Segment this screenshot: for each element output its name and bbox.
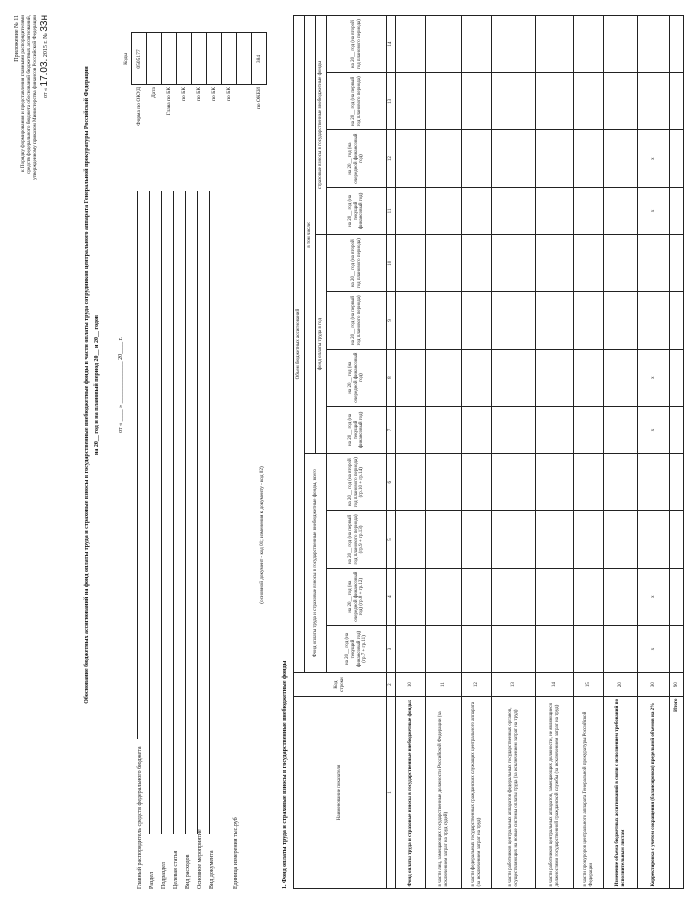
value-cell[interactable] bbox=[396, 568, 426, 625]
row-name: Фонд оплаты труда и страховые взносы в государственные внебюджетные фонды: bbox=[396, 696, 426, 888]
value-cell[interactable] bbox=[638, 292, 670, 349]
row-name: в части работников центральных аппаратов, замещающих должности, не являющиеся должностями государственной гражданской службы (за исключением затрат на труд) bbox=[536, 696, 574, 888]
col-number: 9 bbox=[387, 292, 396, 349]
header-field bbox=[176, 189, 191, 889]
codes-row-value bbox=[222, 33, 237, 85]
value-cell[interactable] bbox=[396, 235, 426, 292]
appendix-header bbox=[14, 15, 50, 265]
codes-row bbox=[192, 33, 207, 187]
row-code: 14 bbox=[536, 673, 574, 697]
value-cell[interactable] bbox=[574, 73, 604, 130]
value-cell[interactable] bbox=[574, 235, 604, 292]
value-cell[interactable] bbox=[462, 349, 492, 406]
order-date-prefix: от « bbox=[43, 87, 50, 99]
value-cell[interactable] bbox=[574, 349, 604, 406]
value-cell[interactable] bbox=[536, 187, 574, 234]
value-cell[interactable] bbox=[396, 16, 426, 73]
value-cell[interactable]: x bbox=[638, 187, 670, 234]
appendix-line: средств федерального бюджета обоснований бюджетных ассигнований, bbox=[26, 15, 33, 174]
header-field bbox=[212, 189, 223, 889]
codes-row bbox=[252, 33, 267, 187]
codes-row-label: Дата bbox=[150, 87, 157, 98]
row-code: 10 bbox=[396, 673, 426, 697]
col-header: на 20__ год (на очередной финансовый год) (гр.8 + гр.12) bbox=[327, 568, 387, 625]
value-cell[interactable] bbox=[604, 568, 638, 625]
value-cell[interactable] bbox=[492, 235, 536, 292]
row-code: 30 bbox=[638, 673, 670, 697]
value-cell[interactable] bbox=[638, 235, 670, 292]
row-name: Итого bbox=[670, 696, 684, 888]
codes-row-value bbox=[192, 33, 207, 85]
codes-row-value bbox=[162, 33, 177, 85]
value-cell[interactable] bbox=[574, 130, 604, 187]
doc-type-note: (основной документ - код 01; изменения к документу - код 02) bbox=[259, 466, 265, 604]
col-header: на 20__ год (на первый год планового периода) bbox=[327, 73, 387, 130]
table-row bbox=[638, 16, 670, 889]
header-fot-total: Фонд оплаты труда и страховые взносы в государственные внебюджетные фонды, всего bbox=[305, 454, 327, 673]
col-number: 8 bbox=[387, 349, 396, 406]
header-volume: Объем бюджетных ассигнований bbox=[294, 16, 305, 673]
header-field bbox=[188, 189, 203, 889]
codes-row bbox=[207, 33, 222, 187]
row-code: 13 bbox=[492, 673, 536, 697]
value-cell[interactable] bbox=[426, 187, 462, 234]
value-cell[interactable] bbox=[492, 454, 536, 511]
value-cell[interactable] bbox=[574, 454, 604, 511]
col-number: 7 bbox=[387, 406, 396, 453]
value-cell[interactable] bbox=[604, 406, 638, 453]
codes-row-label: Глава по БК bbox=[165, 87, 172, 116]
value-cell[interactable] bbox=[536, 235, 574, 292]
field-underline bbox=[161, 191, 162, 834]
header-name: Наименование показателя bbox=[294, 696, 387, 888]
value-cell[interactable] bbox=[426, 235, 462, 292]
header-field-label: Подраздел bbox=[161, 862, 167, 889]
header-field-label: Вид расходов bbox=[185, 854, 191, 889]
header-incl: в том числе: bbox=[305, 16, 316, 454]
field-underline bbox=[173, 191, 174, 834]
field-underline bbox=[137, 191, 138, 739]
row-name: Корректировка с учетом сокращения (баланcировки) предельной объемов на 2% bbox=[638, 696, 670, 888]
value-cell[interactable] bbox=[396, 511, 426, 568]
codes-row-label: по БК bbox=[210, 87, 217, 101]
value-cell[interactable] bbox=[574, 292, 604, 349]
header-insurance: страховые взносы в государственные внебюджетные фонды bbox=[316, 16, 327, 235]
value-cell[interactable] bbox=[462, 454, 492, 511]
value-cell[interactable]: x bbox=[638, 625, 670, 672]
value-cell[interactable] bbox=[638, 454, 670, 511]
value-cell[interactable] bbox=[604, 454, 638, 511]
date-line: от « ____ » ______________ 20____ г. bbox=[118, 337, 124, 433]
budget-table bbox=[293, 15, 684, 889]
value-cell[interactable] bbox=[462, 187, 492, 234]
period-line: на 20__ год и на плановый период 20__ и 20__ годов bbox=[94, 314, 100, 456]
row-name: в части прокуроров центрального аппарата Генеральной прокуратуры Российской Федерации bbox=[574, 696, 604, 888]
row-code: 20 bbox=[604, 673, 638, 697]
appendix-line: утвержденному приказом Министерства финансов Российской Федерации bbox=[32, 15, 39, 180]
row-code: 90 bbox=[670, 673, 684, 697]
value-cell[interactable] bbox=[492, 568, 536, 625]
value-cell[interactable] bbox=[604, 349, 638, 406]
value-cell[interactable] bbox=[492, 625, 536, 672]
col-number: 4 bbox=[387, 568, 396, 625]
codes-row-label: по БК bbox=[195, 87, 202, 101]
value-cell[interactable] bbox=[426, 73, 462, 130]
value-cell[interactable] bbox=[462, 292, 492, 349]
value-cell[interactable] bbox=[536, 73, 574, 130]
field-underline bbox=[209, 191, 210, 834]
header-field bbox=[128, 189, 143, 889]
value-cell[interactable] bbox=[492, 511, 536, 568]
col-header: на 20__ год (на очередной финансовый год) bbox=[327, 349, 387, 406]
col-header: на 20__ год (на второй год планового периода) bbox=[327, 16, 387, 73]
codes-row bbox=[237, 33, 252, 187]
value-cell[interactable] bbox=[396, 130, 426, 187]
codes-row-value: 384 bbox=[252, 33, 267, 85]
value-cell[interactable] bbox=[396, 454, 426, 511]
header-field bbox=[224, 189, 239, 889]
header-field bbox=[164, 189, 179, 889]
col-header: на 20__ год (на второй год планового периода) (гр.10 + гр.14) bbox=[327, 454, 387, 511]
value-cell[interactable] bbox=[426, 292, 462, 349]
table-row bbox=[604, 16, 638, 889]
row-name: в части лиц, замещающих государственные должности Российской Федерации (за исключением затрат на труд судей) bbox=[426, 696, 462, 888]
page-title bbox=[84, 15, 91, 755]
value-cell[interactable] bbox=[426, 511, 462, 568]
value-cell[interactable] bbox=[396, 406, 426, 453]
row-code: 11 bbox=[426, 673, 462, 697]
order-number: 33н bbox=[39, 15, 51, 32]
value-cell[interactable] bbox=[670, 568, 684, 625]
order-date-day: 17.03. bbox=[39, 58, 51, 87]
value-cell[interactable] bbox=[462, 73, 492, 130]
value-cell[interactable]: x bbox=[638, 406, 670, 453]
value-cell[interactable] bbox=[462, 511, 492, 568]
codes-row bbox=[147, 33, 162, 187]
table-row bbox=[492, 16, 536, 889]
col-number: 6 bbox=[387, 454, 396, 511]
row-code: 12 bbox=[462, 673, 492, 697]
title-org: Генеральной прокуратуры Российской Федерации bbox=[84, 66, 90, 204]
table-row bbox=[462, 16, 492, 889]
value-cell[interactable] bbox=[396, 73, 426, 130]
col-header: на 20__ год (на текущий финансовый год) (гр.7 + гр.11) bbox=[327, 625, 387, 672]
section-title: 1. Фонд оплаты труда и страховые взносы в государственные внебюджетные фонды bbox=[282, 660, 288, 889]
value-cell[interactable] bbox=[462, 16, 492, 73]
value-cell[interactable] bbox=[462, 235, 492, 292]
value-cell[interactable]: x bbox=[638, 349, 670, 406]
header-field-label: Основное мероприятие bbox=[197, 829, 203, 889]
codes-row bbox=[177, 33, 192, 187]
field-underline bbox=[197, 191, 198, 834]
value-cell[interactable] bbox=[426, 406, 462, 453]
codes-row-label bbox=[237, 85, 252, 187]
header-field-label: Раздел bbox=[149, 872, 155, 889]
value-cell[interactable] bbox=[670, 130, 684, 187]
codes-row-value bbox=[237, 33, 252, 85]
row-name: Изменение объема бюджетных ассигнований в связи с исполнением требований по исполнительным листам bbox=[604, 696, 638, 888]
codes-row bbox=[222, 33, 237, 187]
value-cell[interactable] bbox=[670, 73, 684, 130]
codes-row-value: 0505177 bbox=[132, 33, 147, 85]
value-cell[interactable] bbox=[670, 187, 684, 234]
value-cell[interactable] bbox=[426, 568, 462, 625]
appendix-line: к Порядку формирования и представления главными распорядителями bbox=[20, 15, 27, 172]
value-cell[interactable] bbox=[462, 625, 492, 672]
field-underline bbox=[185, 191, 186, 834]
codes-row-label: по БК bbox=[225, 87, 232, 101]
value-cell[interactable] bbox=[426, 454, 462, 511]
value-cell[interactable] bbox=[536, 349, 574, 406]
value-cell[interactable] bbox=[492, 406, 536, 453]
value-cell[interactable] bbox=[536, 16, 574, 73]
value-cell[interactable] bbox=[536, 625, 574, 672]
value-cell[interactable] bbox=[670, 454, 684, 511]
value-cell[interactable] bbox=[604, 292, 638, 349]
value-cell[interactable] bbox=[492, 349, 536, 406]
table-row bbox=[426, 16, 462, 889]
value-cell[interactable] bbox=[492, 73, 536, 130]
appendix-title: Приложение № 11 bbox=[14, 15, 20, 62]
value-cell[interactable] bbox=[492, 16, 536, 73]
value-cell[interactable]: x bbox=[638, 568, 670, 625]
table-row bbox=[536, 16, 574, 889]
value-cell[interactable] bbox=[670, 16, 684, 73]
codes-label: Коды bbox=[123, 53, 129, 65]
header-field bbox=[152, 189, 167, 889]
value-cell[interactable] bbox=[396, 625, 426, 672]
value-cell[interactable] bbox=[604, 625, 638, 672]
col-header: на 20__ год (на очередной финансовый год) bbox=[327, 130, 387, 187]
value-cell[interactable] bbox=[396, 349, 426, 406]
codes-row bbox=[162, 33, 177, 187]
value-cell[interactable] bbox=[426, 349, 462, 406]
col-number: 2 bbox=[387, 673, 396, 697]
value-cell[interactable] bbox=[536, 130, 574, 187]
value-cell[interactable] bbox=[536, 568, 574, 625]
value-cell[interactable] bbox=[604, 73, 638, 130]
value-cell[interactable] bbox=[574, 406, 604, 453]
header-fot: фонд оплаты труда в год bbox=[316, 235, 327, 454]
title-text: Обоснование бюджетных ассигнований на фонд оплаты труда и страховые взносы в государственные внебюджетные фонды в части оплаты труда сотрудников центрального аппарата bbox=[84, 204, 90, 704]
value-cell[interactable] bbox=[574, 625, 604, 672]
value-cell[interactable] bbox=[638, 511, 670, 568]
table-row bbox=[396, 16, 426, 889]
header-field bbox=[140, 189, 155, 889]
value-cell[interactable] bbox=[604, 235, 638, 292]
value-cell[interactable] bbox=[670, 406, 684, 453]
header-code: Код строки bbox=[294, 673, 387, 697]
col-header: на 20__ год (на первый год планового периода) bbox=[327, 292, 387, 349]
field-underline bbox=[149, 191, 150, 834]
value-cell[interactable] bbox=[638, 16, 670, 73]
value-cell[interactable] bbox=[670, 511, 684, 568]
value-cell[interactable] bbox=[492, 130, 536, 187]
row-name: в части работников центральных аппаратов федеральных государственных органов, осуществляющих на новые системы оплаты труда (за исключением затрат на труд) bbox=[492, 696, 536, 888]
value-cell[interactable] bbox=[536, 454, 574, 511]
codes-row-value bbox=[207, 33, 222, 85]
value-cell[interactable] bbox=[396, 292, 426, 349]
value-cell[interactable] bbox=[462, 568, 492, 625]
value-cell[interactable] bbox=[426, 16, 462, 73]
value-cell[interactable] bbox=[536, 511, 574, 568]
col-header: на 20__ год (на первый год планового периода) (гр.9 + гр.13) bbox=[327, 511, 387, 568]
value-cell[interactable] bbox=[604, 130, 638, 187]
col-number: 14 bbox=[387, 16, 396, 73]
row-name: в части федеральных государственных гражданских служащих центрального аппарата (за исключением затрат на труд) bbox=[462, 696, 492, 888]
col-header: на 20__ год (на текущий финансовый год) bbox=[327, 187, 387, 234]
col-number: 5 bbox=[387, 511, 396, 568]
table-row bbox=[670, 16, 684, 889]
value-cell[interactable] bbox=[604, 16, 638, 73]
header-field-label: Целевая статья bbox=[173, 850, 179, 889]
codes-row bbox=[132, 33, 147, 187]
value-cell[interactable] bbox=[426, 130, 462, 187]
col-number: 13 bbox=[387, 73, 396, 130]
header-field-label: Главный распорядитель средств федерального бюджета bbox=[137, 746, 143, 889]
value-cell[interactable] bbox=[638, 73, 670, 130]
value-cell[interactable] bbox=[670, 292, 684, 349]
value-cell[interactable] bbox=[492, 187, 536, 234]
value-cell[interactable] bbox=[492, 292, 536, 349]
value-cell[interactable] bbox=[426, 625, 462, 672]
row-code: 15 bbox=[574, 673, 604, 697]
value-cell[interactable]: x bbox=[638, 130, 670, 187]
col-header: на 20__ год (на второй год планового периода) bbox=[327, 235, 387, 292]
value-cell[interactable] bbox=[462, 406, 492, 453]
value-cell[interactable] bbox=[574, 568, 604, 625]
codes-row-value bbox=[147, 33, 162, 85]
value-cell[interactable] bbox=[574, 187, 604, 234]
value-cell[interactable] bbox=[670, 625, 684, 672]
header-field bbox=[200, 189, 215, 889]
col-number: 11 bbox=[387, 187, 396, 234]
header-field-label: Единица измерения тыс.руб bbox=[233, 817, 239, 889]
col-number: 1 bbox=[387, 696, 396, 888]
codes-row-label: по ОКЕИ bbox=[255, 87, 262, 110]
value-cell[interactable] bbox=[574, 16, 604, 73]
value-cell[interactable] bbox=[670, 349, 684, 406]
value-cell[interactable] bbox=[396, 187, 426, 234]
value-cell[interactable] bbox=[604, 187, 638, 234]
col-header: на 20__ год (на текущий финансовый год) bbox=[327, 406, 387, 453]
table-row bbox=[574, 16, 604, 889]
header-field-label: Вид документа bbox=[209, 850, 215, 889]
codes-row-label: Форма по ОКУД bbox=[135, 87, 142, 126]
value-cell[interactable] bbox=[462, 130, 492, 187]
col-number: 10 bbox=[387, 235, 396, 292]
value-cell[interactable] bbox=[604, 511, 638, 568]
value-cell[interactable] bbox=[536, 292, 574, 349]
codes-row-value bbox=[177, 33, 192, 85]
value-cell[interactable] bbox=[574, 511, 604, 568]
codes-table bbox=[131, 33, 267, 188]
value-cell[interactable] bbox=[670, 235, 684, 292]
order-date bbox=[39, 15, 50, 265]
codes-row-label: по БК bbox=[180, 87, 187, 101]
col-number: 3 bbox=[387, 625, 396, 672]
order-date-year: 2015 г. № bbox=[43, 31, 50, 58]
value-cell[interactable] bbox=[536, 406, 574, 453]
col-number: 12 bbox=[387, 130, 396, 187]
